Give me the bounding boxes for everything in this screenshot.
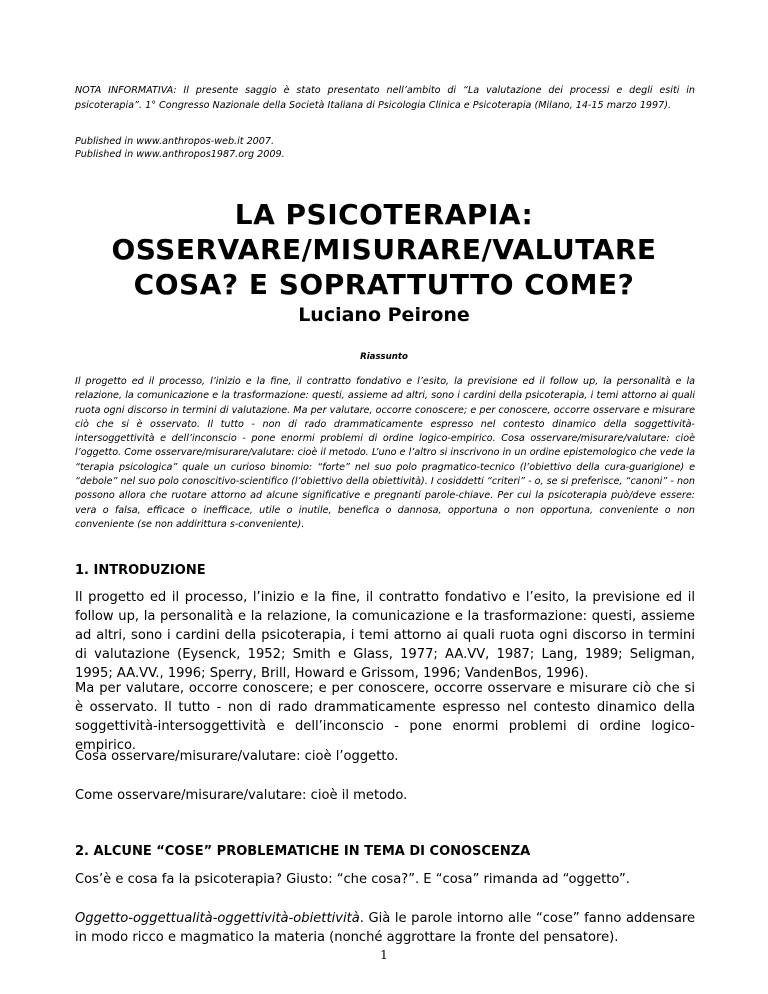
page-number: 1 xyxy=(380,948,388,962)
section-2-paragraph-2: Oggetto-oggettualità-oggettività-obiettività. Già le parole intorno alle “cose” fanno addensare in modo ricco e magmatico la materia (nonché aggrottare la fronte del pensatore). xyxy=(75,911,695,945)
link-anthropos-web[interactable]: www.anthropos-web.it xyxy=(136,136,244,147)
title-line-2: OSSERVARE/MISURARE/VALUTARE xyxy=(111,233,657,266)
title-line-3: COSA? E SOPRATTUTTO COME? xyxy=(133,268,635,301)
title-line-1: LA PSICOTERAPIA: xyxy=(234,198,534,231)
published-line-1: Published in www.anthropos-web.it 2007. xyxy=(75,136,275,147)
section-2-heading: 2. ALCUNE “COSE” PROBLEMATICHE IN TEMA DI CONOSCENZA xyxy=(75,844,531,859)
section-2-paragraph-1: Cos’è e cosa fa la psicoterapia? Giusto: “che cosa?”. E “cosa” rimanda ad “oggetto”. xyxy=(75,872,630,887)
link-anthropos1987[interactable]: www.anthropos1987.org xyxy=(136,149,255,160)
abstract-text: Il progetto ed il processo, l’inizio e la fine, il contratto fondativo e l’esito, la previsione ed il follow up, la personalità e la relazione, la comunicazione e la trasformazione: questi, assieme ad altri, sono i cardini della psicoterapia, i temi attorno ai quali ruota ogni discorso in termini di valutazione. Ma per valutare, occorre conoscere; e per conoscere, occorre osservare e misurare ciò che si è osservato. Il tutto - non di rado drammaticamente espresso nel contesto dinamico della soggettività-intersoggettività e dell’inconscio - pone enormi problemi di ordine logico-empirico. Cosa osservare/misurare/valutare: cioè l’oggetto. Come osservare/misurare/valutare: cioè il metodo. L’uno e l’altro si inscrivono in un ordine epistemologico che vede la “terapia psicologica” quale un curioso binomio: “forte” nel suo polo pragmatico-tecnico (l’obiettivo della cura-guarigione) e “debole” nel suo polo conoscitivo-scientifico (l’obiettivo della obiettività). I cosiddetti “criteri” - o, se si preferisce, “canoni” - non possono allora che ruotare attorno ad alcune significative e pregnanti parole-chiave. Per cui la psicoterapia può/deve essere: vera o falsa, efficace o inefficace, utile o inutile, benefica o dannosa, opportuna o non opportuna, conveniente o non conveniente (se non addirittura s-conveniente). xyxy=(75,376,695,530)
section-1-heading: 1. INTRODUZIONE xyxy=(75,563,206,578)
informative-note: NOTA INFORMATIVA: Il presente saggio è stato presentato nell’ambito di “La valutazione dei processi e degli esiti in psicoterapia”. 1° Congresso Nazionale della Società Italiana di Psicologia Clinica e Psicoterapia (Milano, 14-15 marzo 1997). xyxy=(75,85,695,111)
abstract-heading: Riassunto xyxy=(360,352,408,362)
paper-title xyxy=(60,197,708,302)
section-1-paragraph-2: Ma per valutare, occorre conoscere; e per conoscere, occorre osservare e misurare ciò che si è osservato. Il tutto - non di rado drammaticamente espresso nel contesto dinamico della soggettività-intersoggettività e dell’inconscio - pone enormi problemi di ordine logico-empirico. xyxy=(75,681,695,753)
section-1-paragraph-4: Come osservare/misurare/valutare: cioè il metodo. xyxy=(75,788,408,803)
section-1-paragraph-1: Il progetto ed il processo, l’inizio e la fine, il contratto fondativo e l’esito, la previsione ed il follow up, la personalità e la relazione, la comunicazione e la trasformazione: questi, assieme ad altri, sono i cardini della psicoterapia, i temi attorno ai quali ruota ogni discorso in termini di valutazione (Eysenck, 1952; Smith e Glass, 1977; AA.VV, 1987; Lang, 1989; Seligman, 1995; AA.VV., 1996; Sperry, Brill, Howard e Grissom, 1996; VandenBos, 1996). xyxy=(75,590,695,681)
published-line-2: Published in www.anthropos1987.org 2009. xyxy=(75,149,285,160)
author-name: Luciano Peirone xyxy=(298,304,470,326)
section-1-paragraph-3: Cosa osservare/misurare/valutare: cioè l’oggetto. xyxy=(75,749,399,764)
